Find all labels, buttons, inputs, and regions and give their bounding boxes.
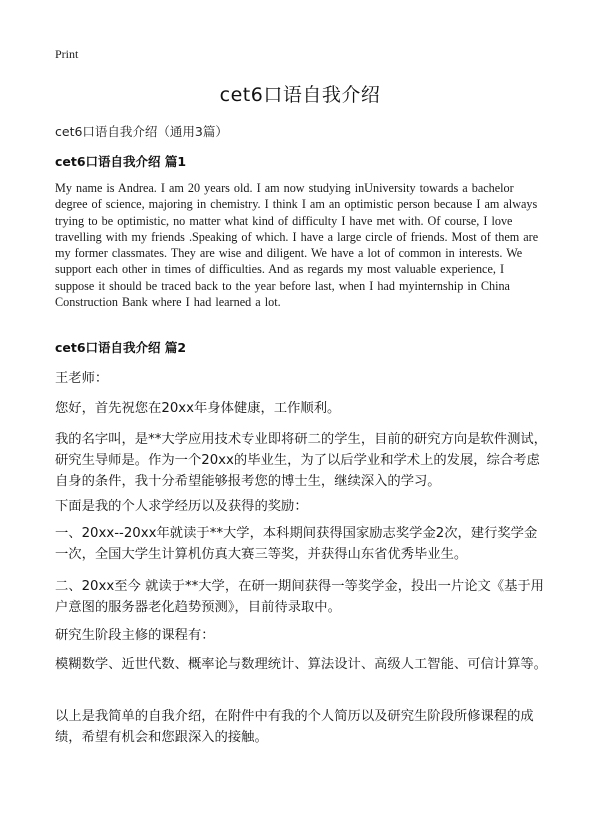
letter-paragraph-2: 我的名字叫，是**大学应用技术专业即将研二的学生，目前的研究方向是软件测试，研究生导师是。作为一个20xx的毕业生，为了以后学业和学术上的发展，综合考虑自身的条件，我十分希望能够报考您的博士生，继续深入的学习。	[55, 432, 547, 489]
letter-paragraph-4: 一、20xx--20xx年就读于**大学，本科期间获得国家励志奖学金2次，建行奖学金一次，全国大学生计算机仿真大赛三等奖，并获得山东省优秀毕业生。	[55, 526, 538, 562]
letter-paragraph-7: 模糊数学、近世代数、概率论与数理统计、算法设计、高级人工智能、可信计算等。	[55, 657, 547, 672]
section-2-heading: cet6口语自我介绍 篇2	[55, 340, 187, 355]
letter-paragraph-3: 下面是我的个人求学经历以及获得的奖励：	[55, 499, 308, 514]
document-title: cet6口语自我介绍	[219, 84, 381, 106]
document-subtitle: cet6口语自我介绍（通用3篇）	[55, 124, 228, 139]
letter-paragraph-8: 以上是我简单的自我介绍，在附件中有我的个人简历以及研究生阶段所修课程的成绩，希望有机会和您跟深入的接触。	[55, 709, 534, 745]
section-1-body: My name is Andrea. I am 20 years old. I am now studying inUniversity towards a bachelor degree of science, majoring in chemistry. I think I am an optimistic person because I am always trying to be optimistic, no matter what kind of difficulty I have met with. Of course, I love travelling with my friends .Speaking of which. I have a large circle of friends. Most of them are my former classmates. They are wise and diligent. We have a lot of common in interests. We support each other in times of difficulties. And as regards my most valuable experience, I suppose it should be traced back to the year before last, when I had myinternship in China Construction Bank where I had learned a lot.	[55, 181, 539, 310]
letter-paragraph-1: 您好，首先祝您在20xx年身体健康，工作顺利。	[55, 401, 341, 416]
section-1-heading: cet6口语自我介绍 篇1	[55, 154, 187, 169]
letter-paragraph-6: 研究生阶段主修的课程有：	[55, 628, 215, 643]
print-link[interactable]: Print	[55, 47, 79, 61]
letter-paragraph-5: 二、20xx至今 就读于**大学，在研一期间获得一等奖学金，投出一片论文《基于用户意图的服务器老化趋势预测》，目前待录取中。	[55, 579, 544, 615]
letter-greeting: 王老师：	[55, 371, 109, 386]
